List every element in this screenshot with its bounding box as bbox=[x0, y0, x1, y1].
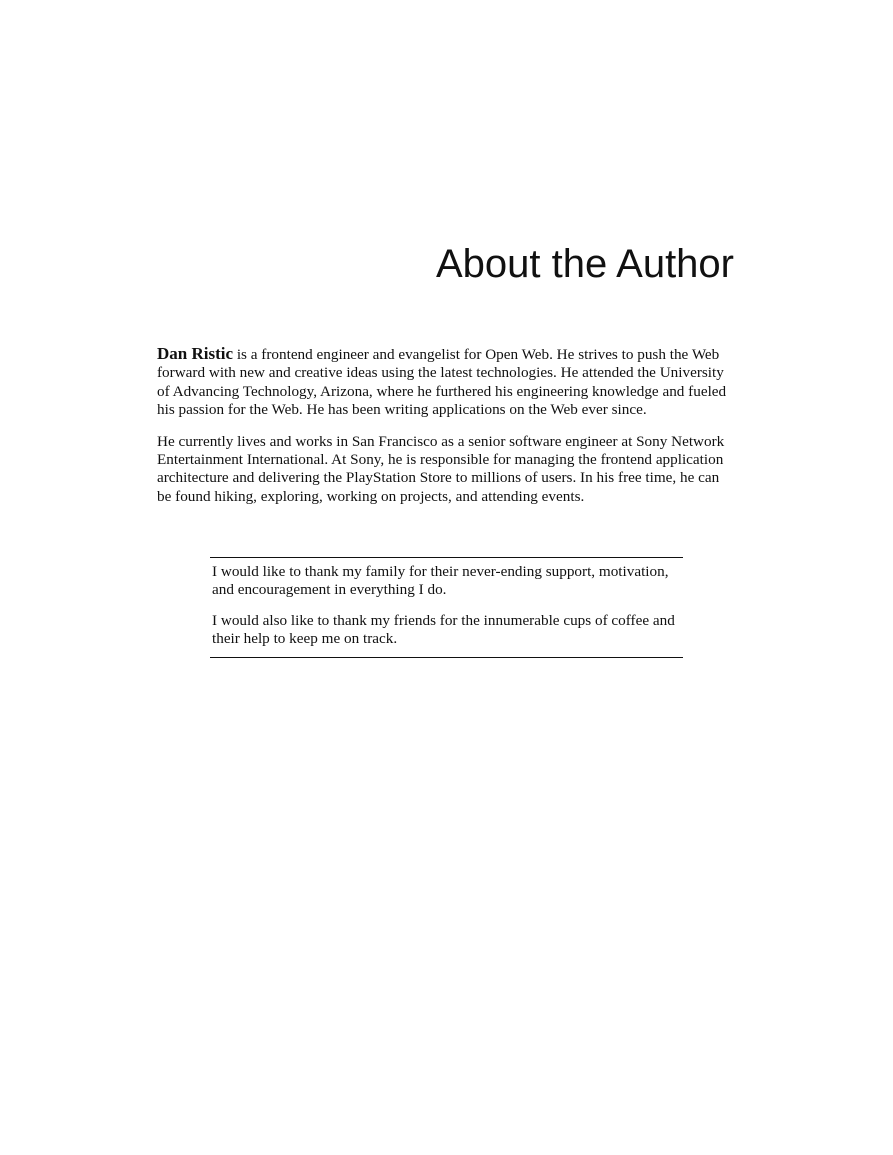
bio-paragraph-1 bbox=[157, 345, 732, 420]
acknowledgements-box bbox=[210, 557, 683, 658]
acknowledgement-paragraph-1: I would like to thank my family for their never-ending support, motivation, and encouragement in everything I do. bbox=[212, 563, 669, 599]
bio-paragraph-1-text: is a frontend engineer and evangelist for Open Web. He strives to push the Web forward with new and creative ideas using the latest technologies. He attended the University of Advancing Technology, Arizona, where he furthered his engineering knowledge and fueled his passion for the Web. He has been writing applications on the Web ever since. bbox=[157, 346, 727, 419]
page-title: About the Author bbox=[435, 242, 734, 286]
bio-paragraph-2: He currently lives and works in San Francisco as a senior software engineer at Sony Network Entertainment International. At Sony, he is responsible for managing the frontend application architecture and delivering the PlayStation Store to millions of users. In his free time, he can be found hiking, exploring, working on projects, and attending events. bbox=[157, 432, 725, 505]
author-bio bbox=[157, 345, 732, 519]
acknowledgement-paragraph-2: I would also like to thank my friends for the innumerable cups of coffee and their help to keep me on track. bbox=[212, 611, 675, 648]
author-name: Dan Ristic bbox=[157, 344, 234, 363]
